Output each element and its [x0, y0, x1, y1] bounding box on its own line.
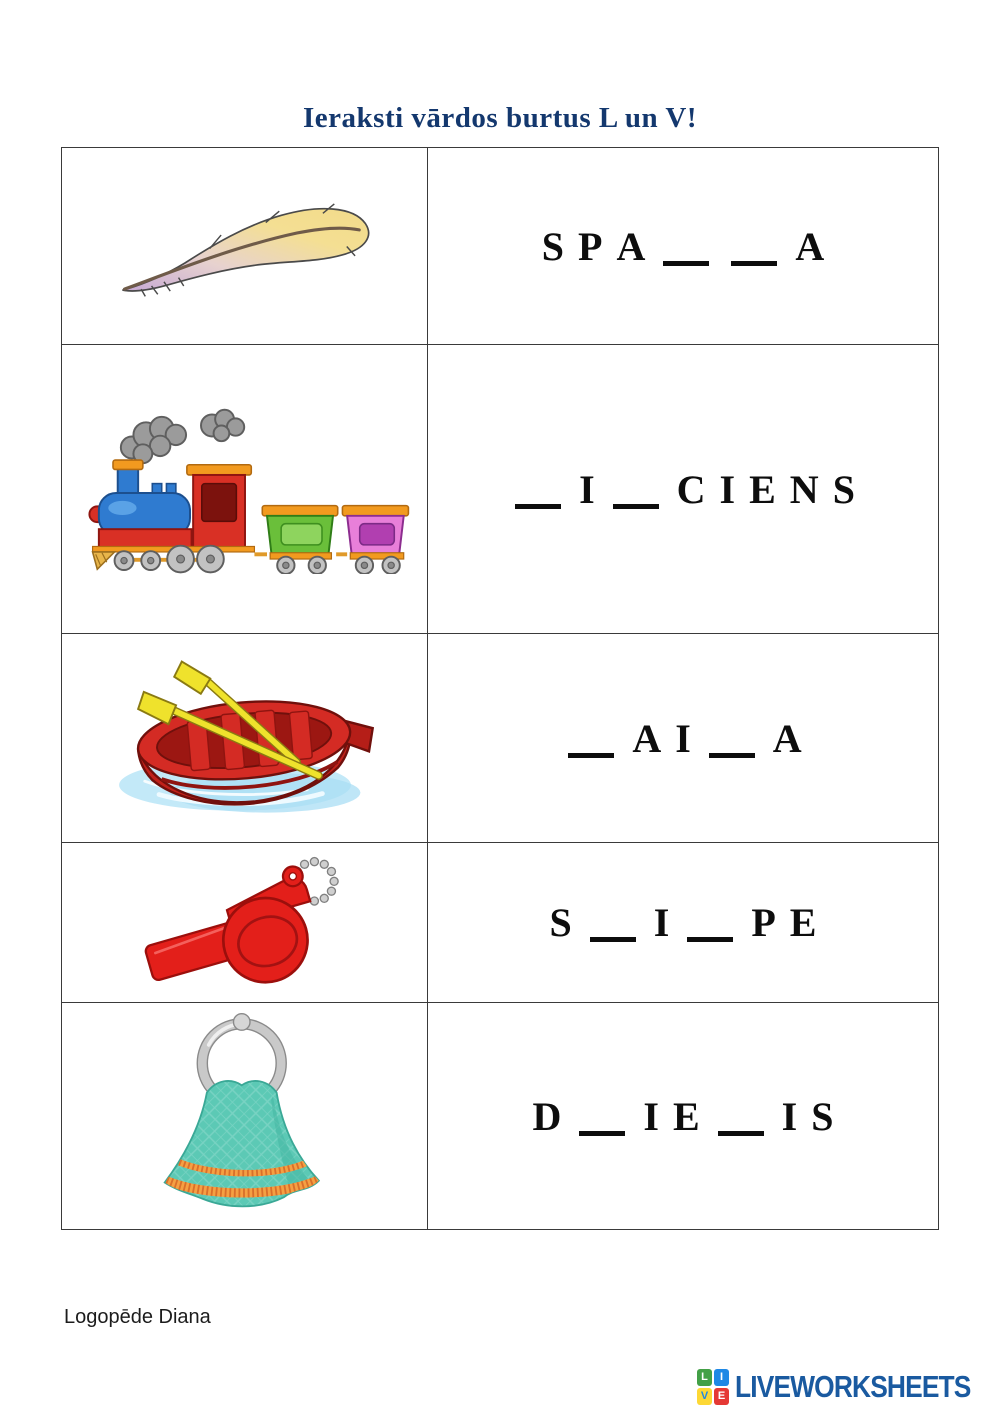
word-letter: C — [676, 466, 706, 512]
footer-author: Logopēde Diana — [64, 1306, 211, 1328]
word-letter: E — [749, 466, 776, 512]
whistle-image — [128, 849, 361, 997]
word-letter: E — [789, 900, 817, 945]
answer-blank[interactable] — [687, 937, 733, 942]
answer-blank[interactable] — [579, 1131, 625, 1136]
word-cell — [428, 345, 938, 633]
word-cell — [428, 148, 938, 344]
image-cell — [62, 1003, 428, 1229]
answer-blank[interactable] — [613, 504, 659, 509]
word-cell — [428, 843, 938, 1002]
table-row — [62, 843, 938, 1003]
word-letter: A — [632, 715, 662, 761]
word-letter: A — [772, 715, 802, 761]
word-letter: I — [781, 1093, 798, 1139]
word-letter: S — [832, 466, 855, 512]
feather-image — [110, 184, 380, 309]
image-cell — [62, 843, 428, 1002]
word-cell — [428, 634, 938, 842]
answer-blank[interactable] — [590, 937, 636, 942]
table-row — [62, 634, 938, 843]
word-letter: S — [541, 223, 565, 269]
word-with-blanks — [543, 899, 824, 946]
word-letter: A — [616, 223, 646, 269]
answer-blank[interactable] — [709, 753, 755, 758]
answer-blank[interactable] — [663, 261, 709, 266]
word-letter: A — [795, 223, 825, 269]
page-title: Ieraksti vārdos burtus L un V! — [303, 102, 697, 134]
word-letter: I — [653, 900, 670, 945]
word-with-blanks — [557, 715, 808, 762]
logo-square-e: E — [714, 1388, 729, 1405]
word-with-blanks — [535, 223, 831, 270]
word-letter: I — [643, 1093, 659, 1139]
word-letter: I — [579, 466, 595, 512]
worksheet-table — [61, 147, 939, 1230]
word-letter: D — [532, 1093, 562, 1139]
liveworksheets-logo — [697, 1368, 1000, 1406]
word-with-blanks — [526, 1093, 841, 1140]
word-with-blanks — [504, 466, 862, 513]
word-letter: S — [549, 900, 572, 945]
logo-square-v: V — [697, 1388, 712, 1405]
word-letter: I — [719, 466, 736, 512]
table-row — [62, 345, 938, 634]
logo-square-i: I — [714, 1369, 729, 1386]
boat-image — [102, 650, 387, 826]
image-cell — [62, 345, 428, 633]
word-letter: P — [578, 223, 603, 269]
towel-image — [139, 1008, 350, 1224]
logo-text: LIVEWORKSHEETS — [735, 1369, 971, 1404]
word-letter: E — [672, 1093, 700, 1139]
word-cell — [428, 1003, 938, 1229]
answer-blank[interactable] — [568, 753, 614, 758]
train-image — [80, 405, 410, 574]
table-row — [62, 1003, 938, 1229]
word-letter: S — [811, 1093, 834, 1139]
liveworksheets-grid-icon — [697, 1369, 729, 1405]
image-cell — [62, 634, 428, 842]
word-letter: P — [751, 900, 776, 945]
answer-blank[interactable] — [718, 1131, 764, 1136]
answer-blank[interactable] — [515, 504, 561, 509]
table-row — [62, 148, 938, 345]
word-letter: I — [675, 715, 691, 761]
word-letter: N — [789, 466, 819, 512]
answer-blank[interactable] — [731, 261, 777, 266]
image-cell — [62, 148, 428, 344]
logo-square-l: L — [697, 1369, 712, 1386]
